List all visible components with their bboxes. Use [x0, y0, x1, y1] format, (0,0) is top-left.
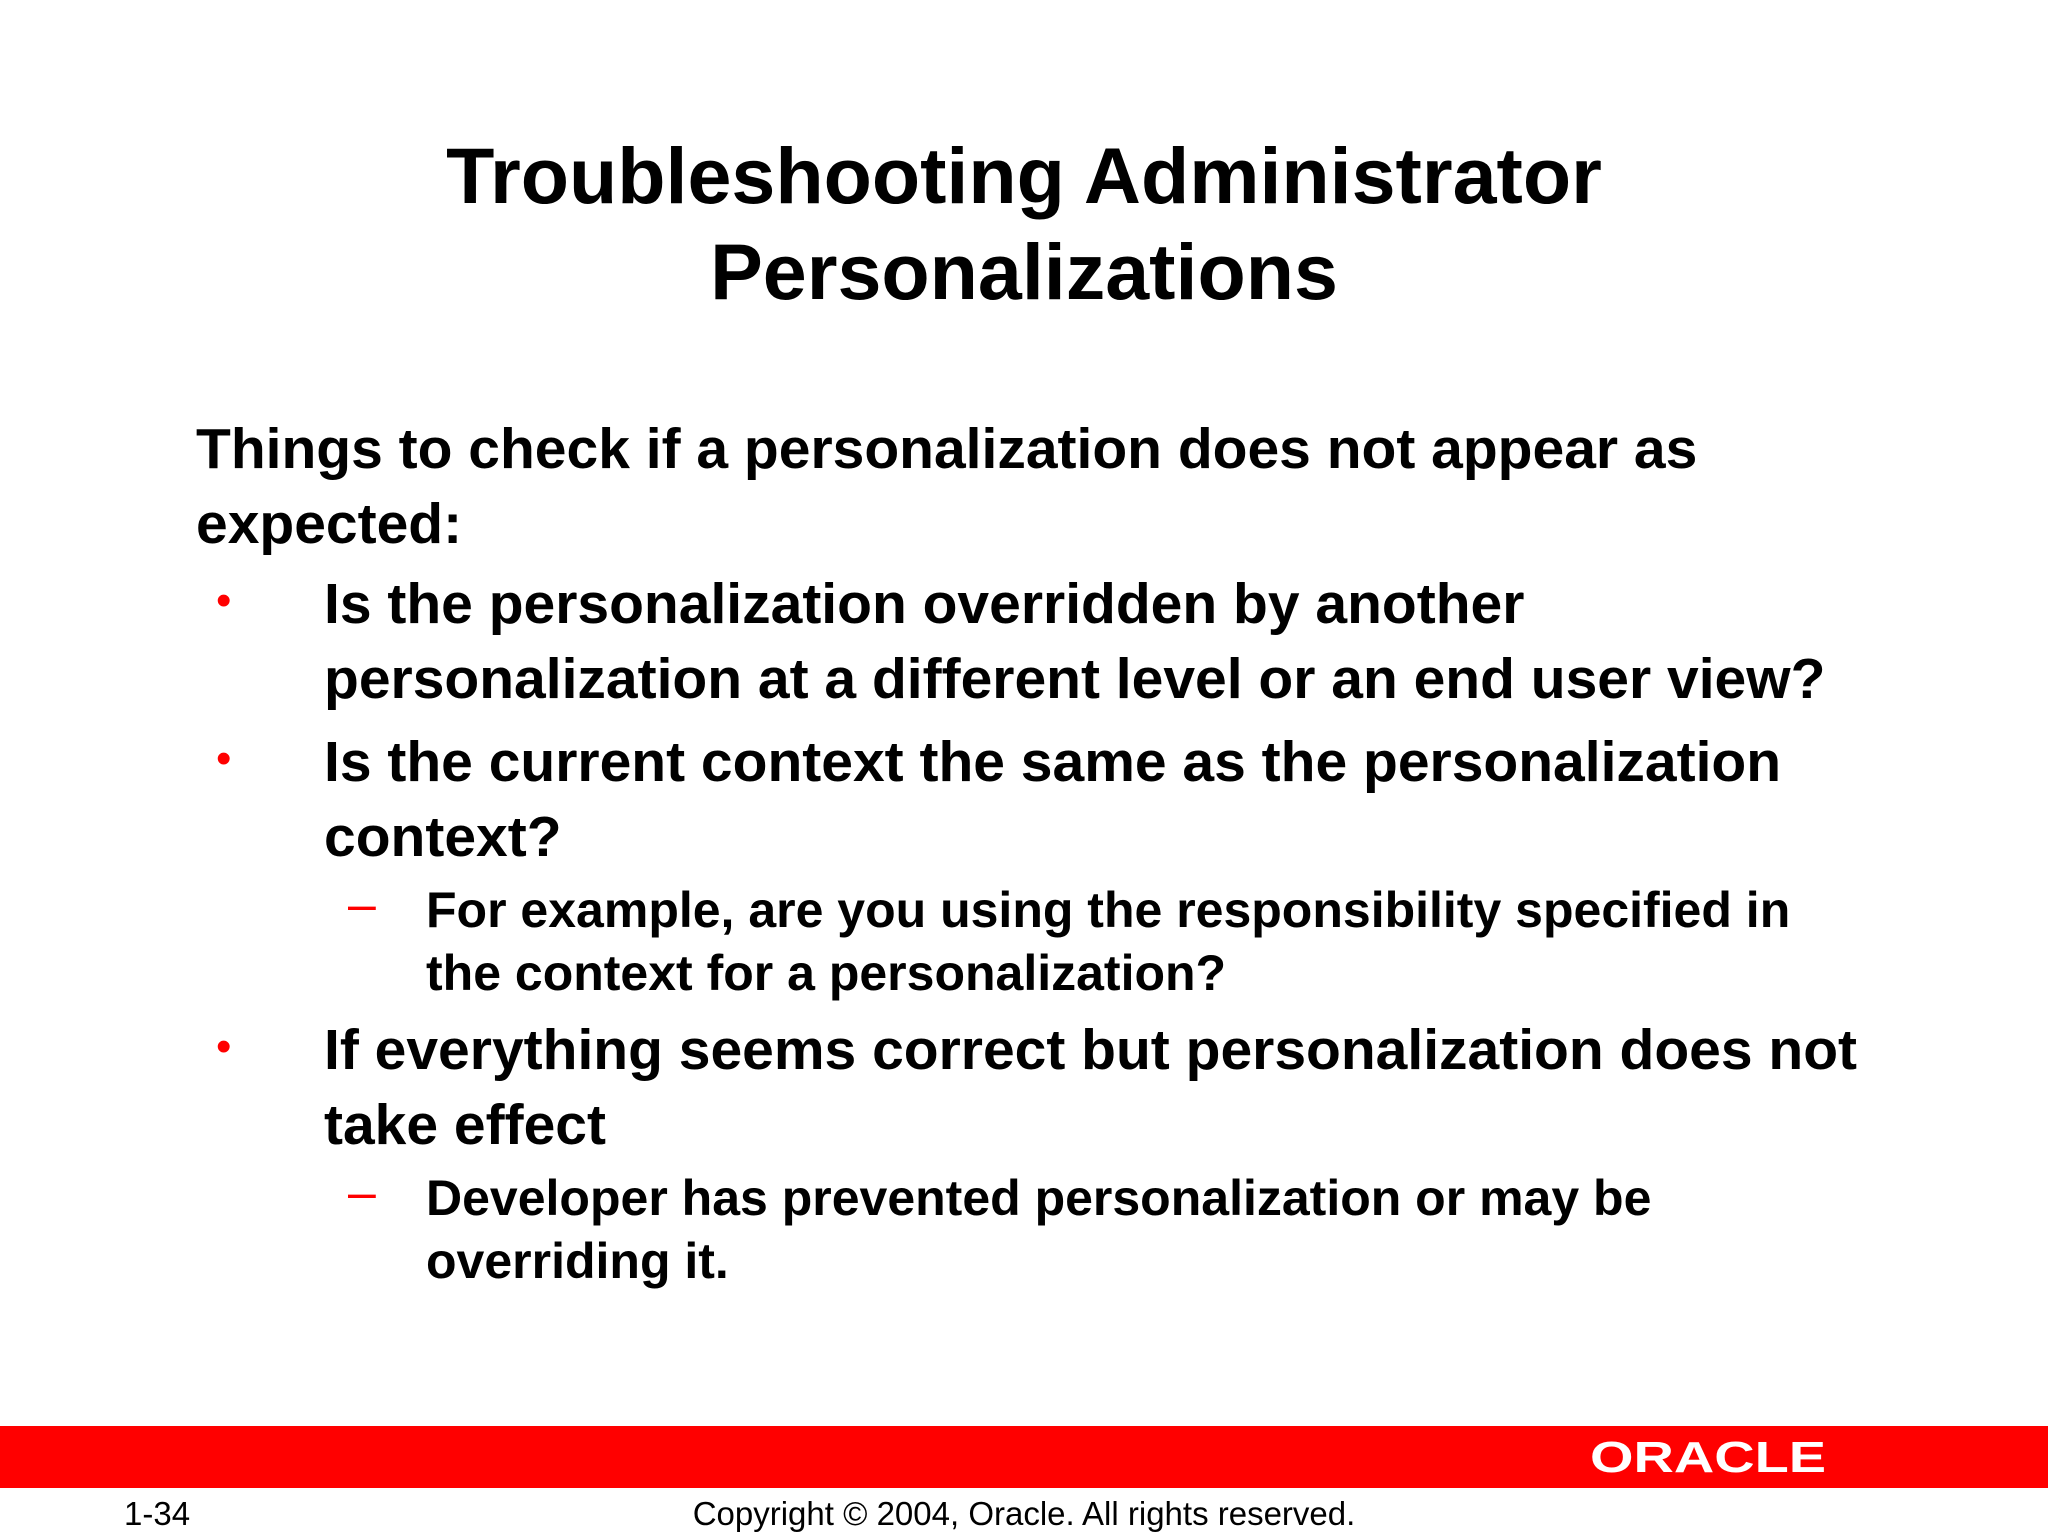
- bullet-icon: •: [216, 576, 232, 625]
- slide-title: [0, 128, 2048, 320]
- bullet-item: [196, 567, 1876, 717]
- oracle-logo: [1580, 1430, 1836, 1484]
- bullet-text: Is the personalization overridden by another personalization at a different level or an end user view?: [324, 572, 1826, 711]
- sub-bullet-text: Developer has prevented personalization or may be overriding it.: [426, 1170, 1652, 1289]
- dash-icon: –: [348, 1164, 376, 1220]
- copyright-notice: Copyright © 2004, Oracle. All rights reserved.: [692, 1495, 1356, 1532]
- bullet-list: [196, 567, 1876, 1293]
- bullet-text: If everything seems correct but personalization does not take effect: [324, 1018, 1858, 1157]
- sub-bullet-text: For example, are you using the responsibility specified in the context for a personalization?: [426, 882, 1791, 1001]
- intro-text: Things to check if a personalization does not appear as expected:: [196, 417, 1698, 556]
- slide-number: 1-34: [124, 1495, 191, 1532]
- bullet-icon: •: [216, 1022, 232, 1071]
- sub-bullet-item: [324, 876, 1876, 1005]
- sub-bullet-list: [324, 1164, 1876, 1293]
- bullet-icon: •: [216, 734, 232, 783]
- title-line-2: Personalizations: [710, 227, 1338, 316]
- dash-icon: –: [348, 876, 376, 932]
- sub-bullet-list: [324, 876, 1876, 1005]
- bullet-text: Is the current context the same as the personalization context?: [324, 730, 1782, 869]
- bullet-item: [196, 1013, 1876, 1293]
- bullet-item: [196, 725, 1876, 1005]
- slide-body: [196, 412, 1876, 1301]
- oracle-logo-text: ORACLE: [1590, 1433, 1826, 1482]
- title-line-1: Troubleshooting Administrator: [446, 131, 1602, 220]
- sub-bullet-item: [324, 1164, 1876, 1293]
